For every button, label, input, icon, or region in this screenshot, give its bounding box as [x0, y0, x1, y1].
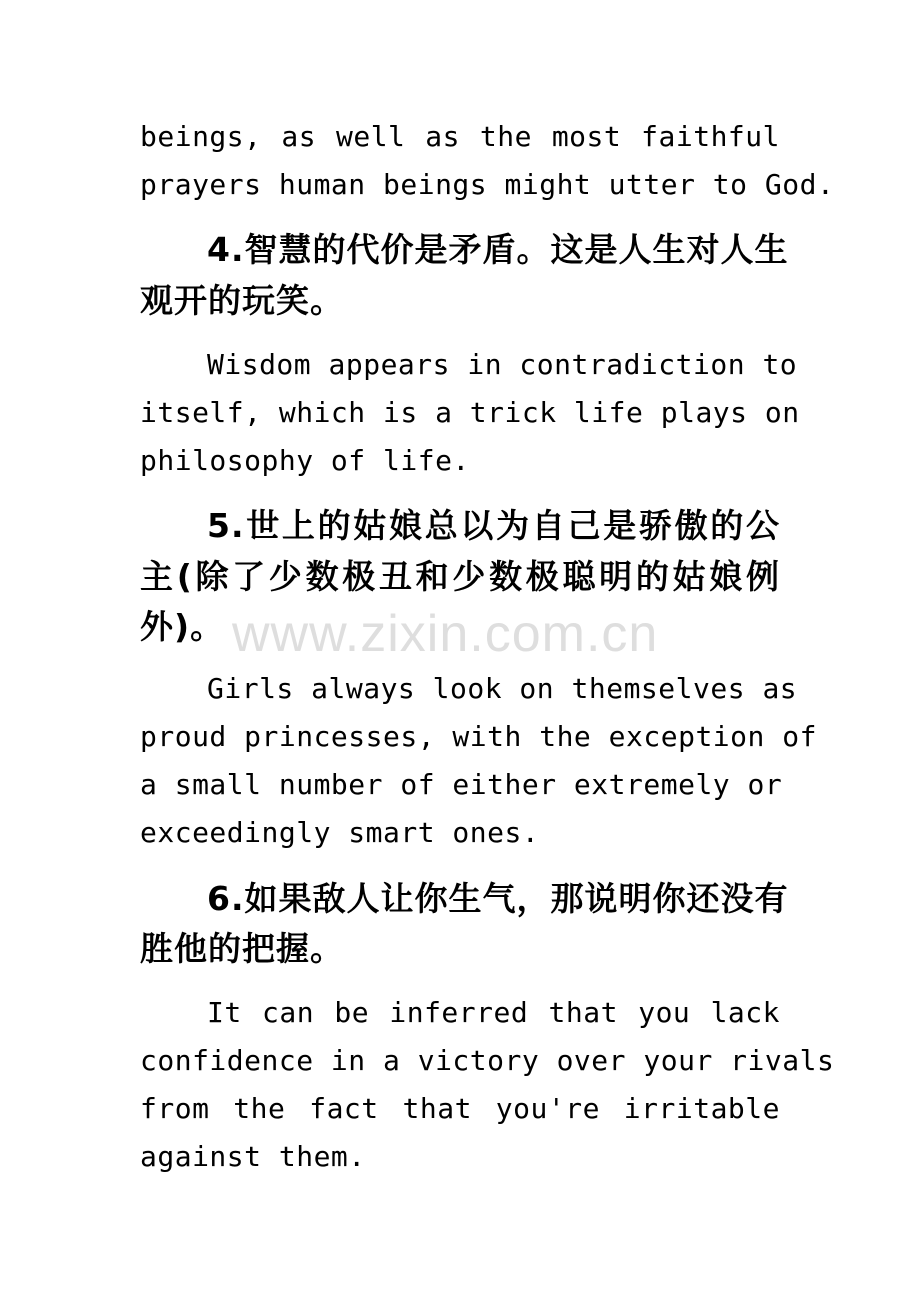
item-6-zh-line-1: 6.如果敌人让你生气，那说明你还没有: [207, 879, 789, 918]
item-6-en-line-1: It can be inferred that you lack: [207, 996, 780, 1029]
item-4-en-line-3: philosophy of life.: [140, 444, 470, 477]
item-5-en-line-4: exceedingly smart ones.: [140, 816, 540, 849]
intro-line-2: prayers human beings might utter to God.: [140, 168, 835, 201]
item-5-en-line-3: a small number of either extremely or: [140, 768, 783, 801]
item-4-en-line-2: itself, which is a trick life plays on: [140, 396, 800, 429]
item-4-zh-line-1: 4.智慧的代价是矛盾。这是人生对人生: [207, 230, 789, 269]
item-4-zh-line-2: 观开的玩笑。: [140, 281, 344, 320]
item-4-en-line-1: Wisdom appears in contradiction to: [207, 348, 798, 381]
intro-line-1: beings, as well as the most faithful: [140, 120, 780, 153]
item-5-zh-line-1: 5.世上的姑娘总以为自己是骄傲的公: [207, 506, 780, 545]
item-6-en-line-2: confidence in a victory over your rivals: [140, 1044, 835, 1077]
item-6-en-line-3: from the fact that you're irritable: [140, 1092, 780, 1125]
item-5-en-line-1: Girls always look on themselves as: [207, 672, 798, 705]
item-5-zh-line-2: 主(除了少数极丑和少数极聪明的姑娘例: [140, 557, 780, 596]
item-6-zh-line-2: 胜他的把握。: [140, 929, 344, 968]
item-6-en-line-4: against them.: [140, 1140, 366, 1173]
item-5-en-line-2: proud princesses, with the exception of: [140, 720, 817, 753]
item-5-zh-line-3: 外)。: [140, 607, 225, 646]
watermark: www.zixin.com.cn: [232, 605, 659, 663]
